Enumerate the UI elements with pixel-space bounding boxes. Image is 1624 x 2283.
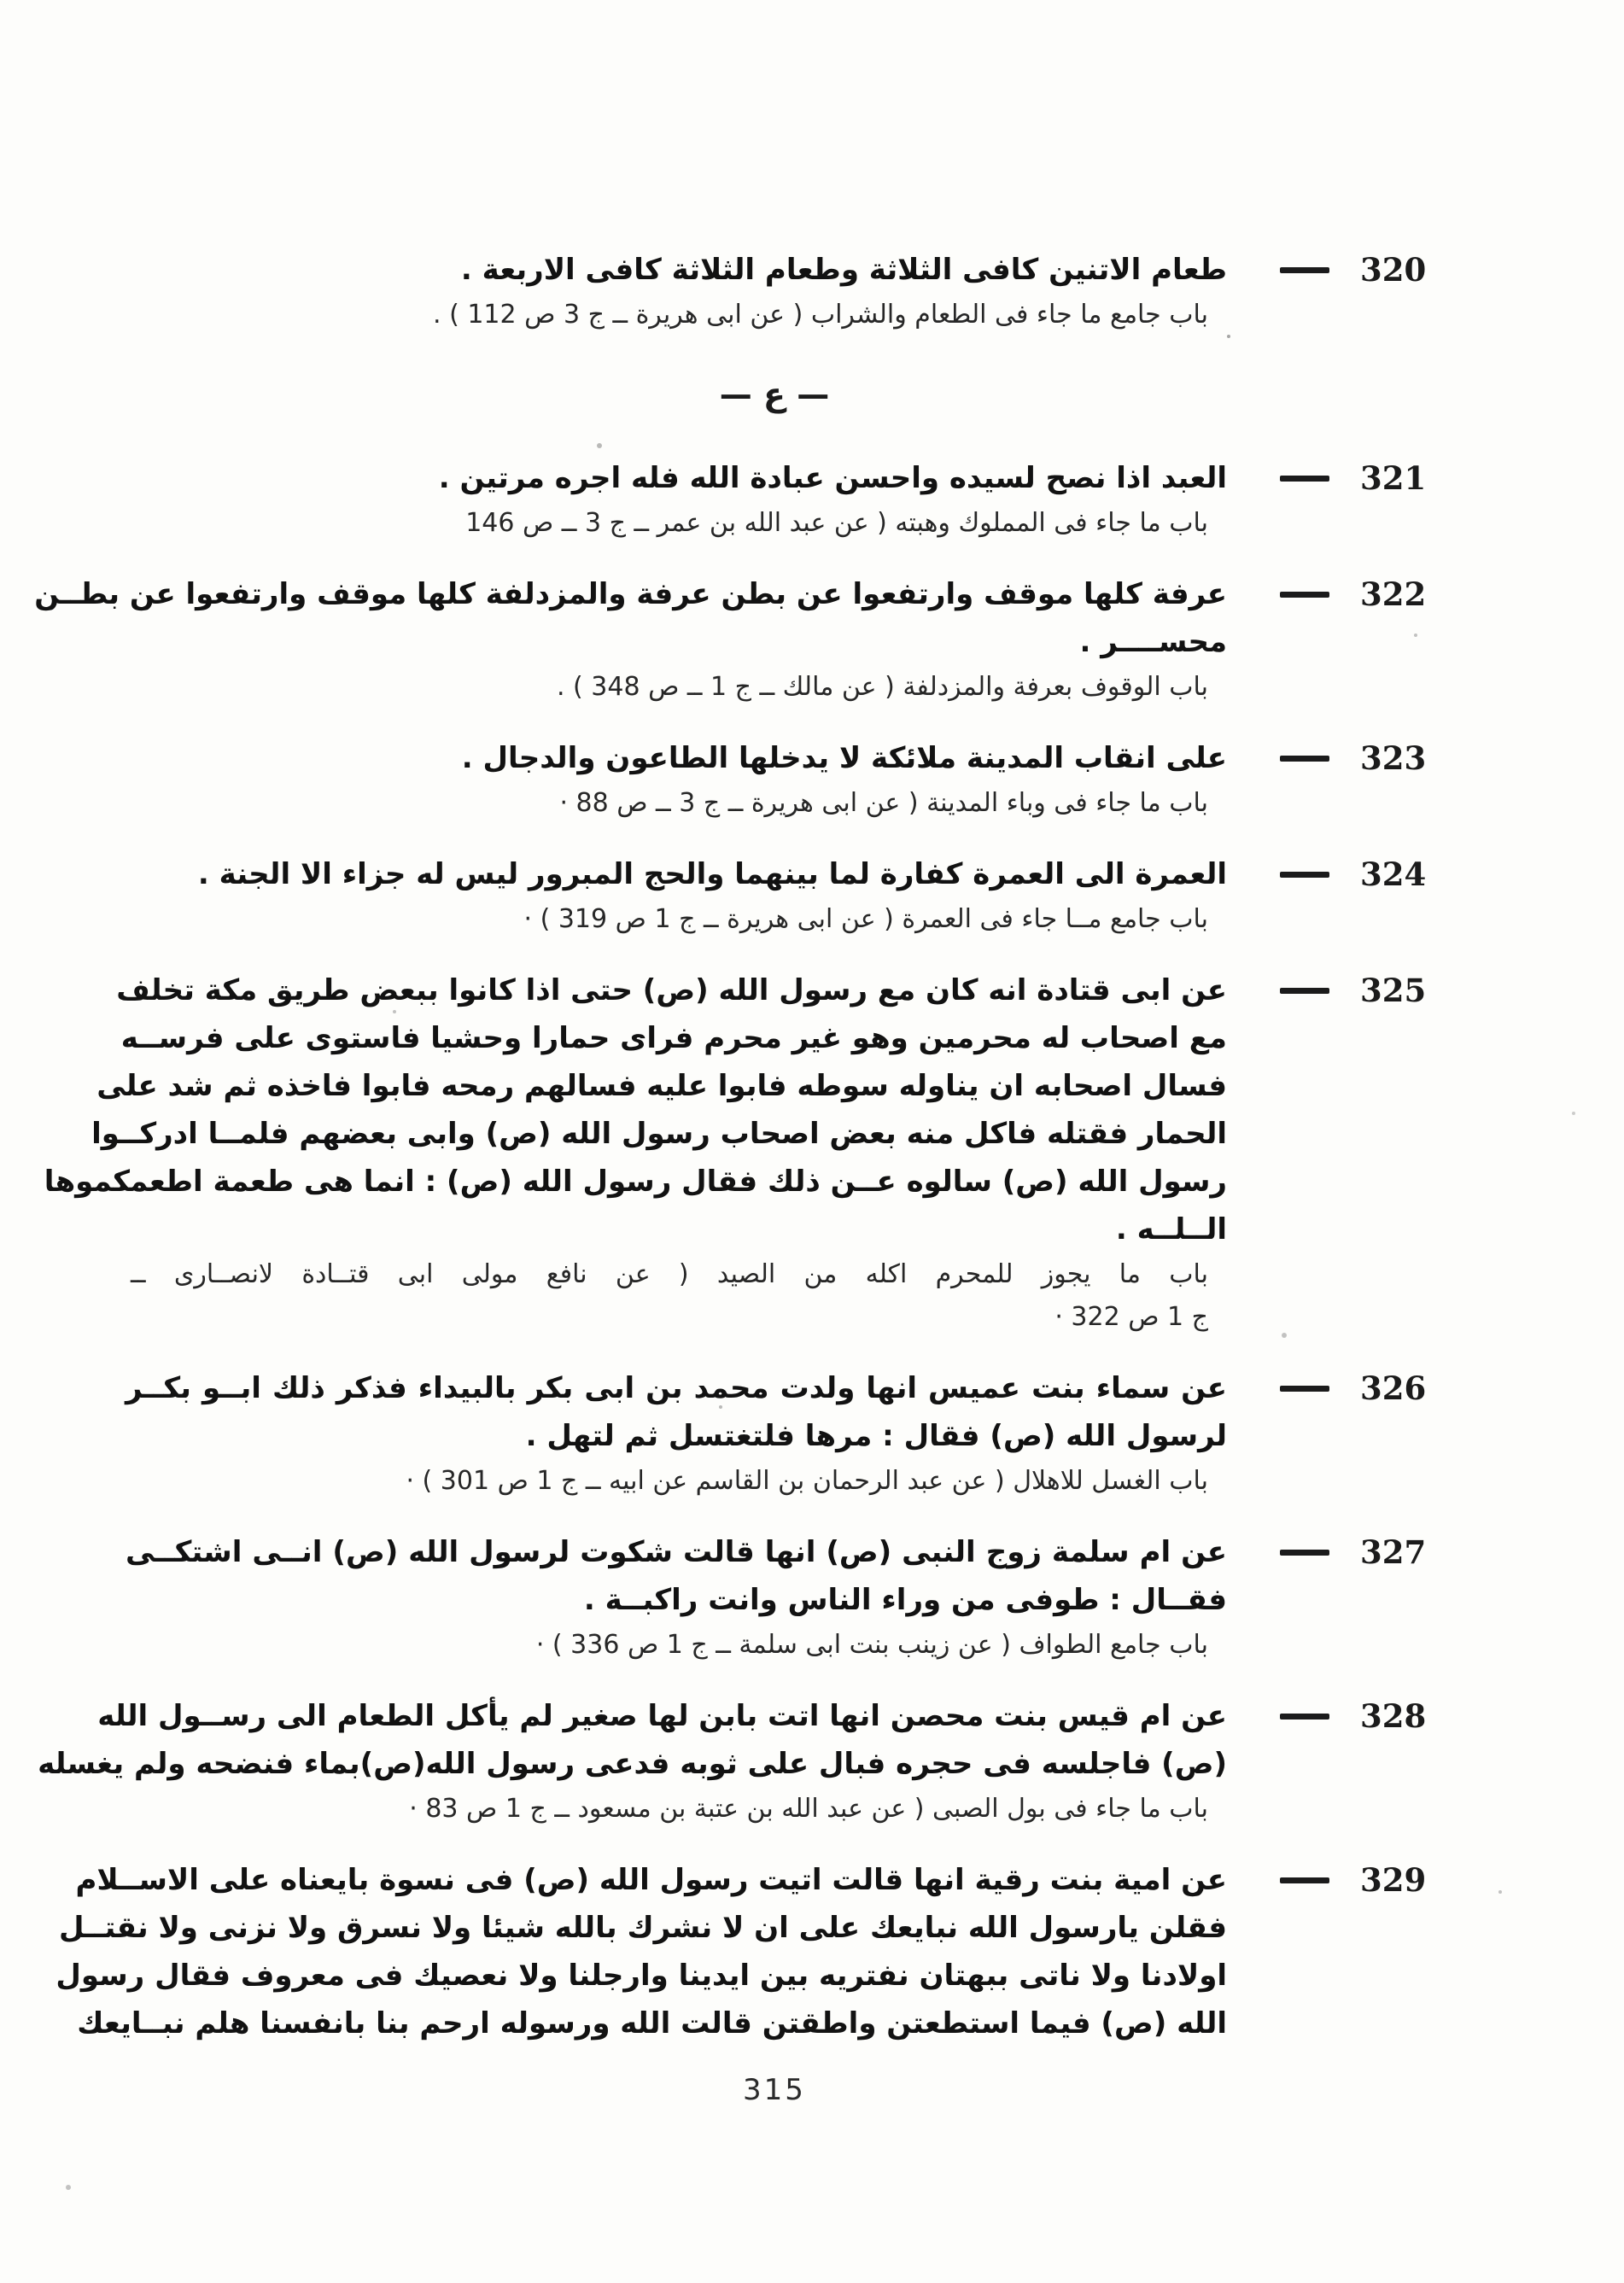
entry-number: 322: [1360, 575, 1427, 613]
hadith-line: العبد اذا نصح لسيده واحسن عبادة الله فله اجره مرتين .: [438, 461, 1227, 495]
hadith-entry: [126, 850, 1427, 941]
hadith-line: عن امية بنت رقية انها قالت اتيت رسول الله (ص) فى نسوة بايعناه على الاســلام: [75, 1863, 1227, 1897]
entry-text: [55, 1856, 1227, 2047]
hadith-line: العمرة الى العمرة كفارة لما بينهما والحج المبرور ليس له جزاء الا الجنة .: [197, 857, 1227, 891]
entry-text: [44, 966, 1227, 1339]
hadith-entry: [34, 570, 1427, 709]
hadith-line: على انقاب المدينة ملائكة لا يدخلها الطاعون والدجال .: [461, 741, 1227, 775]
entry-number-zone: [1227, 246, 1427, 294]
entry-number: 323: [1360, 739, 1427, 777]
entry-number: 321: [1360, 459, 1427, 497]
section-divider-ain: — ع —: [719, 376, 830, 413]
entry-number-zone: [1227, 570, 1427, 618]
entry-text: [126, 246, 1227, 336]
hadith-line: فقلن يارسول الله نبايعك على ان لا نشرك بالله شيئا ولا نسرق ولا نزنى ولا نقتــل: [58, 1911, 1227, 1945]
hadith-line: الحمار فقتله فاكل منه بعض اصحاب رسول الله (ص) وابى بعضهم فلمــا ادركــوا: [91, 1117, 1227, 1151]
entry-dash: [1280, 1386, 1329, 1392]
hadith-line: عن ابى قتادة انه كان مع رسول الله (ص) حتى اذا كانوا ببعض طريق مكة تخلف: [116, 973, 1227, 1007]
entry-number-zone: [1227, 966, 1427, 1014]
entry-number: 327: [1360, 1533, 1427, 1571]
page-number: 315: [743, 2073, 806, 2107]
entry-number: 320: [1360, 251, 1427, 289]
entry-text: [126, 454, 1227, 545]
hadith-entry: [44, 966, 1427, 1339]
entry-text: [34, 570, 1227, 709]
hadith-line: عن ام سلمة زوج النبى (ص) انها قالت شكوت لرسول الله (ص) انــى اشتكــى: [126, 1535, 1227, 1569]
entry-dash: [1280, 988, 1329, 994]
entry-number-zone: [1227, 850, 1427, 898]
hadith-line: الــلــه .: [1115, 1212, 1227, 1247]
hadith-entry: [38, 1692, 1427, 1830]
entry-dash: [1280, 872, 1329, 878]
entry-dash: [1280, 267, 1329, 273]
entry-text: [126, 1364, 1227, 1503]
hadith-line: طعام الاتنين كافى الثلاثة وطعام الثلاثة كافى الاربعة .: [460, 253, 1227, 287]
hadith-entry: [126, 1364, 1427, 1503]
entry-dash: [1280, 476, 1329, 482]
scan-noise: [0, 0, 3, 3]
entry-dash: [1280, 1714, 1329, 1720]
hadith-line: اولادنا ولا ناتى ببهتان نفتريه بين ايدينا وارجلنا ولا نعصيك فى معروف فقال رسول: [55, 1959, 1227, 1993]
hadith-entry: [126, 1528, 1427, 1667]
hadith-entry: [55, 1856, 1427, 2047]
hadith-line: رسول الله (ص) سالوه عــن ذلك فقال رسول الله (ص) : انما هى طعمة اطعمكموها: [44, 1165, 1227, 1199]
hadith-line: لرسول الله (ص) فقال : مرها فلتغتسل ثم لتهل .: [525, 1419, 1227, 1453]
entry-number: 329: [1360, 1861, 1427, 1899]
entry-dash: [1280, 1550, 1329, 1556]
entry-number-zone: [1227, 734, 1427, 782]
entry-number-zone: [1227, 1528, 1427, 1576]
reference-line: باب الغسل للاهلال ( عن عبد الرحمان بن القاسم عن ابيه ــ ج 1 ص 301 ) ·: [406, 1466, 1208, 1496]
entry-number-zone: [1227, 454, 1427, 502]
reference-line: باب جامع ما جاء فى الطعام والشراب ( عن ابى هريرة ــ ج 3 ص 112 ) .: [433, 300, 1208, 330]
hadith-line: الله (ص) فيما استطعتن واطقتن قالت الله ورسوله ارحم بنا بانفسنا هلم نبــايعك: [77, 2006, 1227, 2041]
hadith-entry: [126, 454, 1427, 545]
reference-line: باب الوقوف بعرفة والمزدلفة ( عن مالك ــ ج 1 ــ ص 348 ) .: [556, 672, 1208, 702]
reference-line: باب ما جاء فى وباء المدينة ( عن ابى هريرة ــ ج 3 ــ ص 88 ·: [559, 788, 1208, 818]
entry-text: [126, 734, 1227, 825]
reference-line: باب ما جاء فى بول الصبى ( عن عبد الله بن عتبة بن مسعود ــ ج 1 ص 83 ·: [409, 1794, 1208, 1824]
entry-dash: [1280, 756, 1329, 762]
hadith-line: مع اصحاب له محرمين وهو غير محرم فراى حمارا وحشيا فاستوى على فرســه: [120, 1021, 1227, 1055]
entries-list: [34, 246, 1427, 2047]
hadith-line: عرفة كلها موقف وارتفعوا عن بطن عرفة والمزدلفة كلها موقف وارتفعوا عن بطــن: [34, 577, 1227, 611]
entry-text: [126, 850, 1227, 941]
entry-number-zone: [1227, 1364, 1427, 1412]
entry-number-zone: [1227, 1692, 1427, 1740]
entry-number-zone: [1227, 1856, 1427, 1904]
entry-dash: [1280, 592, 1329, 598]
entry-number: 326: [1360, 1369, 1427, 1407]
entry-number: 325: [1360, 972, 1427, 1009]
reference-line: ج 1 ص 322 ·: [1054, 1302, 1208, 1332]
reference-line: باب جامع مــا جاء فى العمرة ( عن ابى هريرة ــ ج 1 ص 319 ) ·: [523, 904, 1208, 934]
hadith-entry: [126, 246, 1427, 336]
hadith-entry: [126, 734, 1427, 825]
hadith-line: عن ام قيس بنت محصن انها اتت بابن لها صغير لم يأكل الطعام الى رســول الله: [97, 1699, 1227, 1733]
entry-dash: [1280, 1877, 1329, 1883]
reference-line: باب ما جاء فى المملوك وهبته ( عن عبد الله بن عمر ــ ج 3 ــ ص 146: [465, 508, 1208, 538]
hadith-line: عن سماء بنت عميس انها ولدت محمد بن ابى بكر بالبيداء فذكر ذلك ابــو بكــر: [126, 1371, 1227, 1405]
hadith-line: (ص) فاجلسه فى حجره فبال على ثوبه فدعى رسول الله(ص)بماء فنضحه ولم يغسله: [38, 1747, 1227, 1781]
entry-number: 328: [1360, 1697, 1427, 1735]
hadith-line: فقــال : طوفى من وراء الناس وانت راكبــة .: [583, 1583, 1227, 1617]
entry-text: [38, 1692, 1227, 1830]
entry-number: 324: [1360, 855, 1427, 893]
hadith-line: فسال اصحابه ان يناوله سوطه فابوا عليه فسالهم رمحه فابوا فاخذه ثم شد على: [96, 1069, 1227, 1103]
reference-line: باب ما يجوز للمحرم اكله من الصيد ( عن نافع مولى ابى قتــادة لانصــارى ــ: [131, 1259, 1208, 1289]
hadith-line: محســــر .: [1079, 625, 1227, 659]
entry-text: [126, 1528, 1227, 1667]
page-content: [34, 246, 1427, 2107]
reference-line: باب جامع الطواف ( عن زينب بنت ابى سلمة ــ ج 1 ص 336 ) ·: [535, 1630, 1208, 1660]
